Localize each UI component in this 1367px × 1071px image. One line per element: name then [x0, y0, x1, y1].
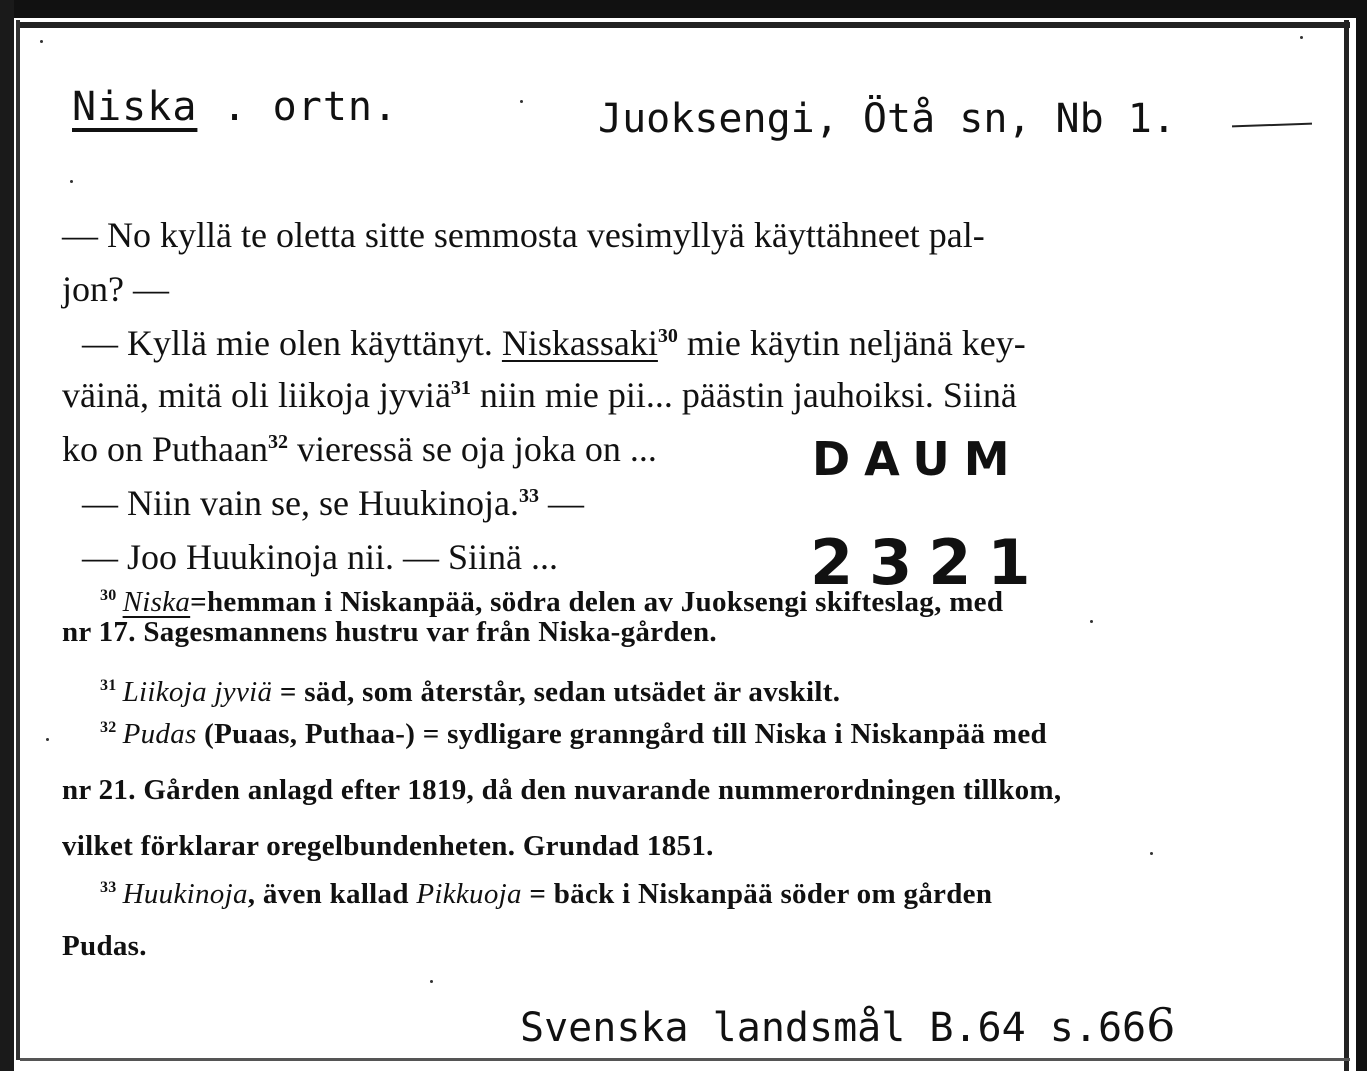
footnote-term: Huukinoja [122, 878, 248, 910]
header-rule [1232, 123, 1312, 128]
footnote-ref-33: 33 [518, 485, 539, 507]
text-line-1: — No kyllä te oletta sitte semmosta vesimyllyä käyttähneet pal- [62, 215, 985, 255]
footnote-term: Niska [122, 586, 191, 618]
footnote-30-cont: nr 17. Sagesmannens hustru var från Niska-gården. [62, 616, 717, 648]
footnote-32-cont-2: vilket förklarar oregelbundenheten. Grundad 1851. [62, 830, 714, 862]
place-reference: Juoksengi, Ötå sn, Nb 1. [598, 96, 1176, 142]
text-line-3: — Kyllä mie olen käyttänyt. Niskassaki$^{30}$ mie käytin neljänä key- [82, 323, 1026, 363]
text-line-6: — Niin vain se, se Huukinoja.$^{33}$ — [82, 483, 584, 523]
word-category: . ortn. [222, 84, 399, 130]
footnote-ref-32: 32 [267, 431, 288, 453]
scan-speck [1150, 852, 1153, 855]
footnote-ref-31: 31 [450, 377, 471, 399]
card-edge-top-inner [20, 22, 1350, 28]
card-edge-right [1356, 0, 1367, 1071]
card-edge-left [0, 0, 14, 1071]
text-line-5: ko on Puthaan$^{32}$ vieressä se oja joka on ... [62, 429, 657, 469]
card-header [72, 84, 398, 130]
handwritten-digit: 6 [1146, 998, 1176, 1052]
scan-speck [430, 980, 433, 983]
footnote-term-2: Pikkuoja [416, 878, 522, 910]
headword: Niska [72, 84, 198, 130]
scan-speck [1300, 36, 1303, 39]
card-edge-left-inner [16, 20, 20, 1060]
underlined-word: Niskassaki [501, 323, 658, 363]
footnote-31: $^{31}$ Liikoja jyviä = säd, som återstår, sedan utsädet är avskilt. [100, 676, 841, 708]
scan-speck [46, 738, 49, 741]
footnote-32-cont-1: nr 21. Gården anlagd efter 1819, då den nuvarande nummerordningen tillkom, [62, 774, 1062, 806]
archive-stamp-word: DAUM [812, 432, 1024, 486]
text-line-2: jon? — [62, 269, 169, 309]
scan-speck [1090, 620, 1093, 623]
footnote-term: Liikoja jyviä [122, 676, 273, 708]
footnote-32: $^{32}$ Pudas (Puaas, Puthaa-) = sydligare granngård till Niska i Niskanpää med [100, 718, 1047, 750]
footnote-term: Pudas [122, 718, 197, 750]
archive-stamp-number: 2321 [810, 526, 1047, 599]
footnote-ref-30: 30 [657, 325, 678, 347]
text-line-4: väinä, mitä oli liikoja jyviä$^{31}$ niin mie pii... päästin jauhoiksi. Siinä [62, 375, 1017, 415]
source-reference: Svenska landsmål B.64 s.666 [520, 998, 1176, 1052]
card-edge-right-inner [1344, 20, 1349, 1071]
text-line-7: — Joo Huukinoja nii. — Siinä ... [82, 537, 558, 577]
scan-speck [520, 100, 523, 103]
footnote-33: $^{33}$ Huukinoja, även kallad Pikkuoja = bäck i Niskanpää söder om gården [100, 878, 993, 910]
scan-speck [40, 40, 43, 43]
footnote-33-cont: Pudas. [62, 930, 147, 962]
scan-speck [70, 180, 73, 183]
card-edge-bottom [20, 1058, 1350, 1061]
card-edge-top [0, 0, 1367, 18]
footnote-30: $^{30}$ Niska=hemman i Niskanpää, södra delen av Juoksengi skifteslag, med [100, 586, 1004, 618]
